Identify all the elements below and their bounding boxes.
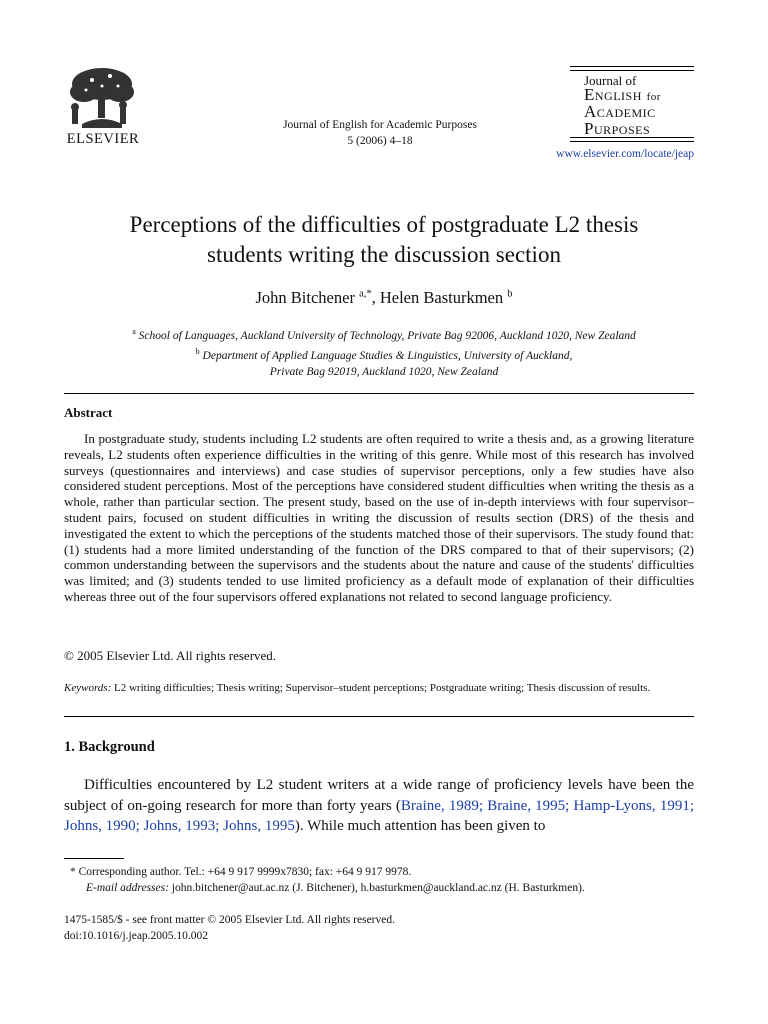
- author-name: John Bitchener: [255, 288, 355, 307]
- doi-line[interactable]: doi:10.1016/j.jeap.2005.10.002: [64, 929, 209, 942]
- brand-line-4: Purposes: [584, 119, 651, 138]
- author-name: Helen Basturkmen: [379, 288, 504, 307]
- abstract-text: In postgraduate study, students including L2 students are often required to write a thesis and, as a growing literature reveals, L2 students often experience difficulties in the writing of this genre. While most of this research has involved surveys (questionnaires and interviews) and case studies of supervisor perceptions, only a few studies have also considered student perceptions. Most of the perceptions have considered student difficulties when writing the thesis as a whole, rather than particular section. The present study, based on the use of in-depth interviews with four supervisor–student pairs, focused on student difficulties in writing the discussion of results section (DRS) of the thesis and investigated the extent to which the perceptions of the students matched those of their supervisors. The study found that: (1) students had a more limited understanding of the function of the DRS compared to that of their supervisors; (2) common understanding between the supervisors and the students about the nature and cause of the students' difficulties was limited; and (3) students tended to use limited proficiency as a default mode of explanation of their difficulties whereas three out of the four supervisors offered explanations not related to second language proficiency.: [64, 431, 694, 604]
- divider: [64, 393, 694, 394]
- affiliation-a: $^a$ School of Languages, Auckland University of Technology, Private Bag 92006, Auckland 1020, New Zealand: [132, 327, 636, 342]
- authors: John Bitchener $^{a,*}$, Helen Basturkmen $^b$: [255, 288, 513, 307]
- volume-pages: 5 (2006) 4–18: [347, 135, 413, 147]
- front-matter: [64, 913, 395, 944]
- issn-line: 1475-1585/$ - see front matter © 2005 Elsevier Ltd. All rights reserved.: [64, 914, 395, 926]
- email-footnote: E-mail addresses: john.bitchener@aut.ac.nz (J. Bitchener), h.basturkmen@auckland.ac.nz (H. Basturkmen).: [86, 882, 585, 894]
- brand-line-3: Academic: [584, 102, 656, 121]
- section-body: Difficulties encountered by L2 student writers at a wide range of proficiency levels have been the subject of on-going research for more than forty years (Braine, 1989; Braine, 1995; Hamp-Lyons, 1991; Johns, 1990; Johns, 1993; Johns, 1995). While much attention has been given to: [64, 777, 695, 834]
- journal-name: Journal of English for Academic Purposes: [283, 119, 477, 131]
- article-title: Perceptions of the difficulties of postgraduate L2 thesis students writing the discussion section: [129, 212, 639, 267]
- journal-citation: [230, 117, 530, 149]
- section-heading: 1. Background: [64, 739, 155, 755]
- journal-website-link[interactable]: www.elsevier.com/locate/jeap: [556, 148, 694, 160]
- abstract-copyright: © 2005 Elsevier Ltd. All rights reserved.: [64, 648, 277, 663]
- brand-line-2: English for: [584, 85, 661, 104]
- author-affiliation-mark[interactable]: a,*: [359, 288, 372, 300]
- brand-line-1: Journal of: [584, 73, 637, 88]
- affiliation-b-cont: Private Bag 92019, Auckland 1020, New Zealand: [269, 365, 499, 378]
- citation-links[interactable]: Braine, 1989; Braine, 1995; Hamp-Lyons, 1991; Johns, 1990; Johns, 1993; Johns, 1995: [64, 797, 695, 834]
- abstract-heading: Abstract: [64, 405, 113, 420]
- footnote-divider: [64, 858, 124, 859]
- journal-brand-box: [570, 66, 694, 142]
- corresponding-author-footnote: * Corresponding author. Tel.: +64 9 917 9999x7830; fax: +64 9 917 9978.: [70, 866, 412, 878]
- author-affiliation-mark[interactable]: b: [507, 288, 513, 300]
- affiliations: [40, 324, 728, 380]
- keywords: Keywords: L2 writing difficulties; Thesis writing; Supervisor–student perceptions; Postgraduate writing; Thesis discussion of results.: [64, 682, 651, 694]
- affiliation-b: $^b$ Department of Applied Language Studies & Linguistics, University of Auckland,: [195, 347, 573, 363]
- publisher-name: ELSEVIER: [66, 131, 140, 147]
- divider: [64, 716, 694, 717]
